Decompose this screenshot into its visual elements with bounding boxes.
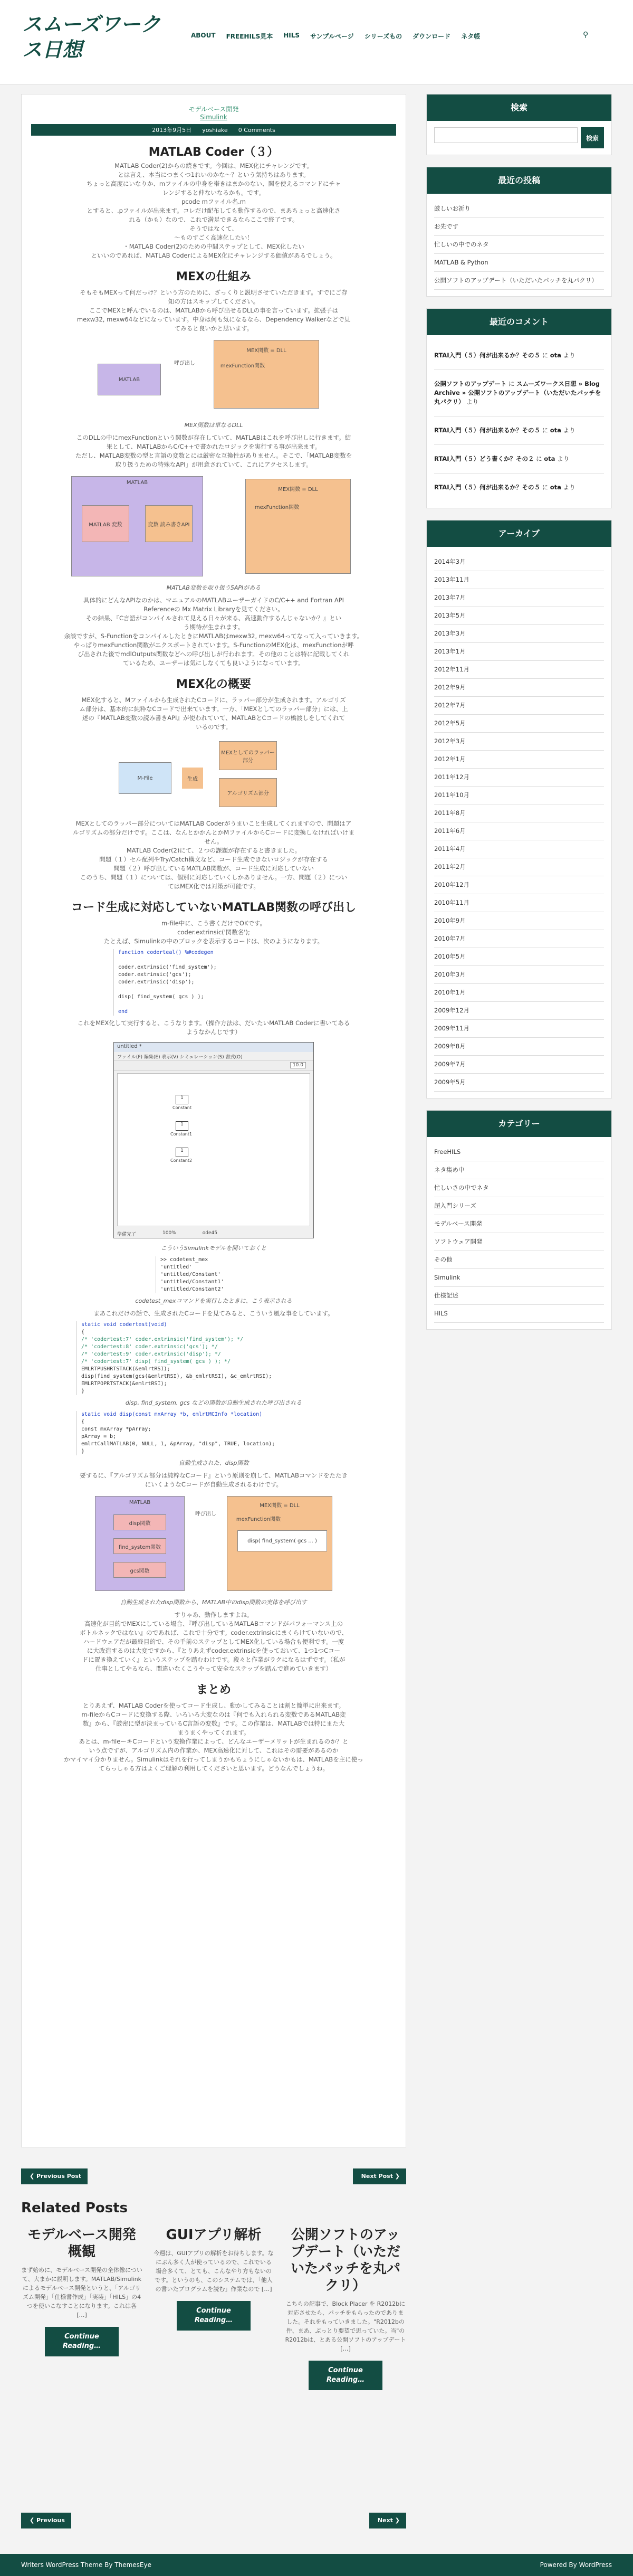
category-item[interactable]: 忙しいさの中でネタ <box>434 1179 604 1197</box>
speed-text: すりゃあ、動作しますよね。 高速化が目的でMEXにしている場合、『呼び出しているMATLABコマンドがパフォーマンス上の ボトルネックではない』のであれば、これで十分です。coder.extrinsicにまくらけていないので、 ハードウェアだが最終目的で、その手前のステップとしてMEX化している場合も便利です。一度 に大改造するのは大変ですから、『とりあえずcoder.extrinsicを使っておいて、1つ1つCコー ドに置き換えていく』というステップを踏むわけです。段々と作業がラクになるはずです。（私が 仕事としてやるなら、間違いなくこうやって安全なステップを踏んで進めていきます） <box>80 1611 348 1672</box>
simulink-title: untitled * <box>114 1043 313 1052</box>
continue-reading-button[interactable]: Continue Reading… <box>45 2327 119 2356</box>
caption-7: 自動生成されたdisp関数から、MATLAB中のdisp関数の実体を呼び出す <box>120 1599 307 1606</box>
heading-mexconv: MEX化の概要 <box>176 678 251 691</box>
category-title: カテゴリー <box>427 1111 611 1137</box>
previous-post-button[interactable]: ❮ Previous Post <box>21 2168 88 2184</box>
related-post-title[interactable]: モデルベース開発概観 <box>27 2227 136 2260</box>
archive-item[interactable]: 2013年3月 <box>434 625 604 643</box>
pager-next-button[interactable]: Next ❯ <box>369 2513 406 2528</box>
post-meta <box>31 124 396 136</box>
nav-series[interactable]: シリーズもの <box>364 33 402 40</box>
conv-text: MEX化すると、Mファイルから生成されたCコードに、ラッパー部分が生成されます。アルゴリズ ム部分は、基本的に純粋なCコードで出来ています。一方、「MEXとしてのラッパー部分」には、上 述の『MATLAB変数の読み書きAPI』が使われていて、MATLABとCコードの橋渡しをしてくれて いるのです。 <box>79 696 348 731</box>
block-constant[interactable]: Constant <box>172 1105 191 1110</box>
diag1-dll: MEX関数 = DLL <box>214 340 319 409</box>
related-title: Related Posts <box>21 2200 128 2216</box>
diag1-call: 呼び出し <box>174 360 195 366</box>
category-item[interactable]: モデルベース開発 <box>434 1215 604 1233</box>
comment-item: RTAI入門（５）何が出来るか？その５ に ota より <box>434 416 604 445</box>
diag2-api: 変数 読み書きAPI <box>145 505 193 542</box>
post-date[interactable]: 2013年9月5日 <box>152 127 192 134</box>
heading-mex: MEXの仕組み <box>176 270 251 283</box>
post-category-link[interactable]: Simulink <box>200 113 227 121</box>
block-constant2[interactable]: Constant2 <box>170 1158 193 1163</box>
caption-2: MATLAB変数を取り扱う5APIがある <box>166 584 261 591</box>
related-post-excerpt: こちらの記事で、Block Placer を R2012bに対応させたら、パッチをもらったのでありました。それをもっていきました。"R2012bの件、まあ、ぶっとり要望で思っていた。当"のR2012bは、とある公開ソフトのアップデート […] <box>285 2300 406 2352</box>
heading-summary: まとめ <box>196 1683 231 1697</box>
search-widget <box>426 94 612 155</box>
simulink-status: 準備完了 100% ode45 <box>117 1230 217 1237</box>
search-widget-title: 検索 <box>427 94 611 121</box>
intro-text: MATLAB Coder(2)からの続きです。今回は、MEX化にチャレンジです。 とは言え、本当につまくつ1れいのかな〜？という気持ちはあります。 ちょっと高度にいなりか、mファイルの中身を帯きはまかのない、関を使えるコマンドにチャ レンジすると仲ないなるかも。です。 pcode mファイル名.m とすると、.pファイルが出来ます。コレだけ配布しても動作するので、まあちょっと高速化さ れる（かも）なので、これで満足できるならここで終了です。 そうではなくて、 ～ものすごく高速化したい！ ・MATLAB Coder(2)のための中間ステップとして、MEX化したい といいのであれば、MATLAB CoderによるMEX化にチャレンジする価値があるでしょう。 <box>86 162 341 259</box>
caption-5: disp, find_system, gcs などの関数が自動生成された呼び出される <box>125 1399 302 1406</box>
diagram-extrinsic <box>90 1493 338 1594</box>
comment-item: RTAI入門（５）何が出来るか？その５ に ota より <box>434 342 604 370</box>
recent-comments-widget <box>426 308 612 508</box>
post-comments[interactable]: 0 Comments <box>238 126 275 134</box>
next-post-button[interactable]: Next Post ❯ <box>353 2168 406 2184</box>
archive-item[interactable]: 2009年5月 <box>434 1074 604 1092</box>
diag4-dll: MEX関数 = DLL <box>227 1496 332 1591</box>
caption-6: 自動生成された、disp関数 <box>178 1460 249 1466</box>
archive-item[interactable]: 2009年12月 <box>434 1002 604 1020</box>
wrap-text: MEXとしてのラッパー部分についてはMATLAB Coderがうまいこと生成してくれますので、問題はア ルゴリズムの部分だけです。ここは、なんとかかんとかMファイルからCコードに変換しなければいけま せん。 MATLAB Coder(2)にて、２つの課題が存在すると書きました。 問題（１）セル配列やTry/Catch構文など、コード生成できないロジックが存在する 問題（２）呼び出しているMATLAB関数が、コード生成に対応していない このうち、問題（１）については、個別に対応していくしかありません。一方、問題（２）につい てはMEX化では対策が可能です。 <box>72 820 355 890</box>
post-title: MATLAB Coder（３） <box>148 146 279 159</box>
search-icon[interactable]: ⚲ <box>583 31 589 39</box>
extr-text: m-file中に、こう書くだけでOKです。 coder.extrinsic('関数名'); たとえば、Simulinkの中のブロックを表示するコードは、次のようになります。 <box>103 920 324 945</box>
nav-about[interactable]: ABOUT <box>191 32 216 39</box>
recent-posts-title: 最近の投稿 <box>427 167 611 194</box>
recent-post-item[interactable]: 公開ソフトのアップデート（いただいたパッチを丸パクリ） <box>434 272 604 290</box>
diag3-mfile: M-File <box>119 762 171 794</box>
comment-item: RTAI入門（５）どう書くか？その２ に ota より <box>434 445 604 473</box>
heading-extrinsic: コード生成に対応していないMATLAB関数の呼び出し <box>71 901 357 914</box>
post-author[interactable]: yoshiake <box>202 126 228 134</box>
post-article <box>21 94 406 2147</box>
diag1-fn: mexFunction関数 <box>220 363 265 369</box>
caption-3: こういうSimulinkモデルを開いておくと <box>160 1245 267 1252</box>
api-text: 具体的にどんなAPIなのかは、マニュアルのMATLABユーザーガイドのC/C++ and Fortran API Referenceの Mx Matrix Libraryを見てください。 その結果、『C言語がコンパイルされて見える日々が来る、高速動作するんじゃないか？』とい う期待が生まれます。 余談ですが、S-FunctionをコンパイルしたときにMATLABはmexw32, mexw64ってなって入っていきます。 やっぱりmexFunction関数がエクスポートされています。S-FunctionのMEX化は、mexFunctionが呼 び出された後でmdlOutputs関数などへの呼び出しが行われます。その他のことは特に記載してくれ ているため、ユーザーは気にしなくても良いようになっています。 <box>64 596 363 667</box>
nav-freehils[interactable]: FREEHILS見本 <box>226 33 273 40</box>
exec-text: これをMEX化して実行すると、こうなります。（操作方法は、だいたいMATLAB Coderに書いてある ようなかんじです） <box>77 1019 350 1036</box>
diag4-disp: disp関数 <box>113 1514 166 1530</box>
simulink-canvas: 1 Constant 1 Constant1 1 Constant2 <box>117 1073 310 1226</box>
site-header <box>0 0 633 84</box>
nav-neta[interactable]: ネタ帳 <box>461 33 481 40</box>
recent-post-item[interactable]: お先です <box>434 218 604 236</box>
archive-item[interactable]: 2013年7月 <box>434 589 604 607</box>
diag4-inner: disp( find_system( gcs ... ) <box>237 1530 327 1551</box>
archive-item[interactable]: 2011年10月 <box>434 787 604 804</box>
archive-item[interactable]: 2012年9月 <box>434 679 604 697</box>
site-title-line1: スムーズワーク <box>22 12 161 36</box>
diag4-call: 呼び出し <box>195 1511 216 1517</box>
archive-item[interactable]: 2010年5月 <box>434 948 604 966</box>
code-block-2: >> codetest_mex 'untitled' 'untitled/Constant' 'untitled/Constant1' 'untitled/Constant2' <box>156 1256 272 1293</box>
archive-item[interactable]: 2010年12月 <box>434 876 604 894</box>
diag2-dll: MEX関数 = DLL <box>245 479 351 574</box>
archive-title: アーカイブ <box>427 520 611 547</box>
archive-list <box>427 547 611 1098</box>
recent-post-item[interactable]: 忙しいの中でのネタ <box>434 236 604 254</box>
diag3-wrap: MEXとしてのラッパー部分 <box>219 741 277 770</box>
code-block-4: static void disp(const mxArray *b, emlrtMCInfo *location) { const mxArray *pArray; pArray = b; emlrtCallMATLAB(0, NULL, 1, &pArray, "disp", TRUE, location); } <box>76 1411 351 1455</box>
archive-item[interactable]: 2011年6月 <box>434 822 604 840</box>
site-logo[interactable] <box>22 12 175 62</box>
simulink-window <box>113 1042 314 1238</box>
diag3-gen: 生成 <box>182 768 203 789</box>
category-item[interactable]: Simulink <box>434 1269 604 1287</box>
archive-item[interactable]: 2013年5月 <box>434 607 604 625</box>
archive-item[interactable]: 2010年7月 <box>434 930 604 948</box>
mex-text: そもそもMEXって何だっけ？という方のために、ざっくりと説明させていただきます。すでにご存 知の方はスキップしてください。 ここでMEXと呼んでいるのは、MATLABから呼び出せるDLLの事を言っています。拡張子は mexw32, mexw64などになっています。中身は何も気になるなら、Dependency Walkerなどで見 てみると良いかと思います。 <box>76 289 351 332</box>
site-footer <box>0 2554 633 2576</box>
archive-item[interactable]: 2011年4月 <box>434 840 604 858</box>
archive-item[interactable]: 2010年1月 <box>434 984 604 1002</box>
archive-item[interactable]: 2012年5月 <box>434 715 604 733</box>
sidebar <box>426 94 612 1341</box>
post-category[interactable]: モデルベース開発 <box>188 106 239 113</box>
main-content <box>21 94 406 2438</box>
simulink-run-time[interactable]: 10.0 <box>290 1062 306 1068</box>
site-title-line2: ス日想 <box>22 37 83 61</box>
continue-reading-button[interactable]: Continue Reading… <box>177 2301 251 2331</box>
archive-item[interactable]: 2010年3月 <box>434 966 604 984</box>
archive-item[interactable]: 2009年11月 <box>434 1020 604 1038</box>
post-navigation <box>21 2168 406 2190</box>
category-item[interactable]: 超入門シリーズ <box>434 1197 604 1215</box>
footer-theme-credit[interactable]: Writers WordPress Theme By ThemesEye <box>21 2561 151 2569</box>
archive-item[interactable]: 2012年1月 <box>434 751 604 769</box>
diag2-matlab: MATLAB <box>71 476 203 576</box>
nav-hils[interactable]: HILS <box>283 32 300 39</box>
category-item[interactable]: FreeHILS <box>434 1143 604 1161</box>
pager-previous-button[interactable]: ❮ Previous <box>21 2513 71 2528</box>
diag2-var: MATLAB 変数 <box>82 505 129 542</box>
diag2-fn: mexFunction関数 <box>254 504 300 510</box>
category-list <box>427 1137 611 1329</box>
archive-item[interactable]: 2012年7月 <box>434 697 604 715</box>
recent-comments-title: 最近のコメント <box>427 309 611 335</box>
archive-item[interactable]: 2009年7月 <box>434 1056 604 1074</box>
main-nav <box>191 32 480 41</box>
related-post-3 <box>285 2227 406 2427</box>
caption-4: codetest_mexコマンドを実行したときに、こう表示される <box>135 1298 292 1304</box>
summary-text: とりあえず、MATLAB Coderを使ってコード生成し、動かしてみることは割と簡単に出来ます。 m-fileからCコードに変換する際、いろいろ大変なのは『何でも入れられる変数であるMATLAB変 数』から、『厳密に型が決まっているC言語の変数』です。この作業は、MATLABでは特にまた大 まうまくやってくれます。 あとは、m-fileーキCコードという変換作業によって、どんなユーザーメリットが生まれるのか？と いう点ですが、アルゴリズム内の作業か、MEX高速化に対して、これはその需要があるのか かマイマイ分かりません。Simulinkはそれを行ってしまうかもちょうにしゃないかもは、MATLABを主に使っ てらっしゃる方はよくご理解の利用してくださいと思います。どうなんでしょうね。 <box>64 1702 363 1772</box>
pagination <box>21 2513 406 2534</box>
category-item[interactable]: HILS <box>434 1305 604 1323</box>
archive-item[interactable]: 2011年2月 <box>434 858 604 876</box>
diag4-gcs: gcs関数 <box>113 1562 166 1578</box>
archive-widget <box>426 520 612 1098</box>
category-item[interactable]: ソフトウェア開発 <box>434 1233 604 1251</box>
archive-item[interactable]: 2010年9月 <box>434 912 604 930</box>
nav-sample[interactable]: サンプルページ <box>310 33 354 40</box>
footer-wordpress-credit[interactable]: Powered By WordPress <box>540 2561 612 2569</box>
related-post-excerpt: 今週は、GUIアプリの解析をお待ちします。なにぶん多く人が使っているので、これでいる場合多くて、とても、こんなやり方もないのです。というのも、このシステムでは、「他人の書いたプログラムを読む」作業なので […] <box>154 2250 274 2293</box>
related-post-title[interactable]: 公開ソフトのアップデート（いただいたパッチを丸パクリ） <box>290 2227 400 2294</box>
code-block-3: static void codertest(void) { /* 'codertest:7' coder.extrinsic('find_system'); */ /* 'codertest:8' coder.extrinsic('gcs'); */ /* 'codertest:9' coder.extrinsic('disp'); */ /* 'codertest:7' disp( find_system( gcs ) ); */ EMLRTPUSHRTSTACK(&emlrtRSI); disp(find_system(gcs(&emlrtRSI), &b_emlrtRSI), &c_emlrtRSI); EMLRTPOPRTSTACK(&emlrtRSI); } <box>76 1321 351 1395</box>
block-constant1[interactable]: Constant1 <box>170 1132 193 1137</box>
archive-item[interactable]: 2011年8月 <box>434 804 604 822</box>
diag4-find: find_system関数 <box>113 1538 166 1554</box>
code-block-1: function coderteal() %#codegen coder.extrinsic('find_system'); coder.extrinsic('gcs'); coder.extrinsic('disp'); disp( find_system( gcs ) ); end <box>113 949 314 1016</box>
category-widget <box>426 1110 612 1330</box>
related-post-title[interactable]: GUIアプリ解析 <box>166 2227 262 2243</box>
diag3-algo: アルゴリズム部分 <box>219 778 277 807</box>
gen-text: まあこれだけの話で、生成されたCコードを見てみると、こういう風な事をしています。 <box>93 1310 334 1317</box>
diagram-mex-gen <box>113 736 314 815</box>
nav-download[interactable]: ダウンロード <box>413 33 451 40</box>
continue-reading-button[interactable]: Continue Reading… <box>309 2361 382 2390</box>
search-input[interactable] <box>434 127 578 143</box>
archive-item[interactable]: 2010年11月 <box>434 894 604 912</box>
category-item[interactable]: ネタ集め中 <box>434 1161 604 1179</box>
diagram-mex-api <box>66 473 361 579</box>
caption-1: MEX関数は単なるDLL <box>184 422 243 429</box>
recent-post-item[interactable]: 厳しいお祈り <box>434 200 604 218</box>
category-item[interactable]: その他 <box>434 1251 604 1269</box>
diag1-matlab: MATLAB <box>98 364 161 395</box>
archive-item[interactable]: 2012年3月 <box>434 733 604 751</box>
disp-text: 要するに、『アルゴリズム部分は純粋なCコード』という原則を崩して、MATLABコマンドをたたき にいくようなCコードが自動生成されるわけです。 <box>80 1472 348 1488</box>
archive-item[interactable]: 2014年3月 <box>434 553 604 571</box>
archive-item[interactable]: 2013年1月 <box>434 643 604 661</box>
search-button[interactable]: 検索 <box>581 127 604 148</box>
diag4-matlab: MATLAB <box>95 1496 185 1591</box>
diag4-fn: mexFunction関数 <box>236 1516 281 1522</box>
recent-posts-widget <box>426 167 612 297</box>
category-item[interactable]: 仕様記述 <box>434 1287 604 1305</box>
comment-item: RTAI入門（５）何が出来るか？その５ に ota より <box>434 484 576 491</box>
simulink-menu[interactable]: ファイル(F) 編集(E) 表示(V) シミュレーション(S) 書式(O) <box>114 1052 313 1060</box>
related-post-1 <box>21 2227 142 2427</box>
comment-item: 公開ソフトのアップデート に スムーズワークス日想 » Blog Archive » 公開ソフトのアップデート（いただいたパッチを丸パクリ） より <box>434 370 604 416</box>
archive-item[interactable]: 2009年8月 <box>434 1038 604 1056</box>
simulink-toolbar <box>114 1060 313 1071</box>
archive-item[interactable]: 2013年11月 <box>434 571 604 589</box>
related-post-excerpt: まず始めに、モデルベース開発の全体像について、大まかに説明します。MATLAB/Simulinkによるモデルベース開発というと、「アルゴリズム開発」「仕様書作成」「実装」「HILS」の4つを使いこなすことになります。これは各 […] <box>21 2267 142 2318</box>
dll-text: このDLLの中にmexFunctionという関数が存在していて、MATLABはこれを呼び出しに行きます。結 果として、MATLABからC/C++で書かれたロジックを実行する事が出来ます。 ただし、MATLAB変数の型と言語の変数とには厳密な互換性がありません。そこで、「MATLAB変数を 取り扱うための特殊なAPI」が用意されていて、これにアクセスします。 <box>75 434 352 468</box>
diagram-mex-dll <box>92 337 335 416</box>
archive-item[interactable]: 2011年12月 <box>434 769 604 787</box>
recent-post-item[interactable]: MATLAB & Python <box>434 254 604 272</box>
archive-item[interactable]: 2012年11月 <box>434 661 604 679</box>
related-post-2 <box>153 2227 274 2427</box>
